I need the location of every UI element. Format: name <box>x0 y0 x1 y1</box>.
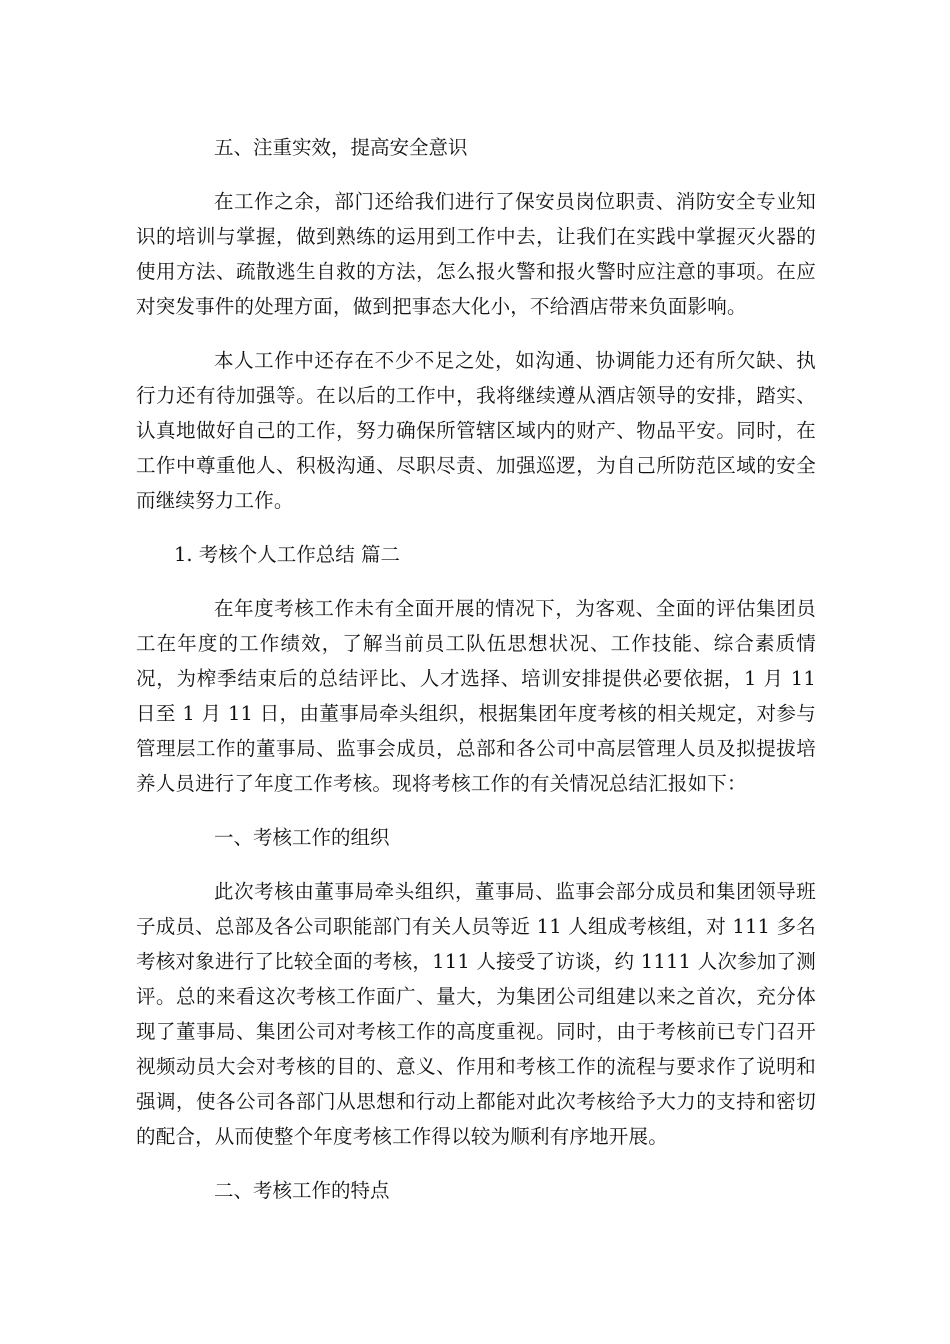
paragraph-assessment-intro: 在年度考核工作未有全面开展的情况下，为客观、全面的评估集团员工在年度的工作绩效，了解当前员工队伍思想状况、工作技能、综合素质情况，为榨季结束后的总结评比、人才选择、培训安排提供必要依据，1 月 11 日至 1 月 11 日，由董事局牵头组织，根据集团年度考核的相关规定，对参与管理层工作的董事局、监事会成员，总部和各公司中高层管理人员及拟提拔培养人员进行了年度工作考核。现将考核工作的有关情况总结汇报如下： <box>136 597 816 795</box>
article-heading-part-two: 1. 考核个人工作总结 篇二 <box>174 543 401 566</box>
section-heading-characteristics: 二、考核工作的特点 <box>214 1179 390 1202</box>
paragraph-shortcomings: 本人工作中还存在不少不足之处，如沟通、协调能力还有所欠缺、执行力还有待加强等。在以后的工作中，我将继续遵从酒店领导的安排，踏实、认真地做好自己的工作，努力确保所管辖区域内的财产、物品平安。同时，在工作中尊重他人、积极沟通、尽职尽责、加强巡逻，为自己所防范区域的安全而继续努力工作。 <box>136 349 816 512</box>
section-heading-safety-awareness: 五、注重实效，提高安全意识 <box>214 136 468 159</box>
paragraph-organization: 此次考核由董事局牵头组织，董事局、监事会部分成员和集团领导班子成员、总部及各公司职能部门有关人员等近 11 人组成考核组，对 111 多名考核对象进行了比较全面的考核，111 人接受了访谈，约 1111 人次参加了测评。总的来看这次考核工作面广、量大，为集团公司组建以来之首次，充分体现了董事局、集团公司对考核工作的高度重视。同时，由于考核前已专门召开视频动员大会对考核的目的、意义、作用和考核工作的流程与要求作了说明和强调，使各公司各部门从思想和行动上都能对此次考核给予大力的支持和密切的配合，从而使整个年度考核工作得以较为顺利有序地开展。 <box>136 880 816 1148</box>
section-heading-organization: 一、考核工作的组织 <box>214 826 390 849</box>
document-body <box>136 130 816 1227</box>
paragraph-training: 在工作之余，部门还给我们进行了保安员岗位职责、消防安全专业知识的培训与掌握，做到熟练的运用到工作中去，让我们在实践中掌握灭火器的使用方法、疏散逃生自救的方法，怎么报火警和报火警时应注意的事项。在应对突发事件的处理方面，做到把事态大化小，不给酒店带来负面影响。 <box>136 190 816 318</box>
